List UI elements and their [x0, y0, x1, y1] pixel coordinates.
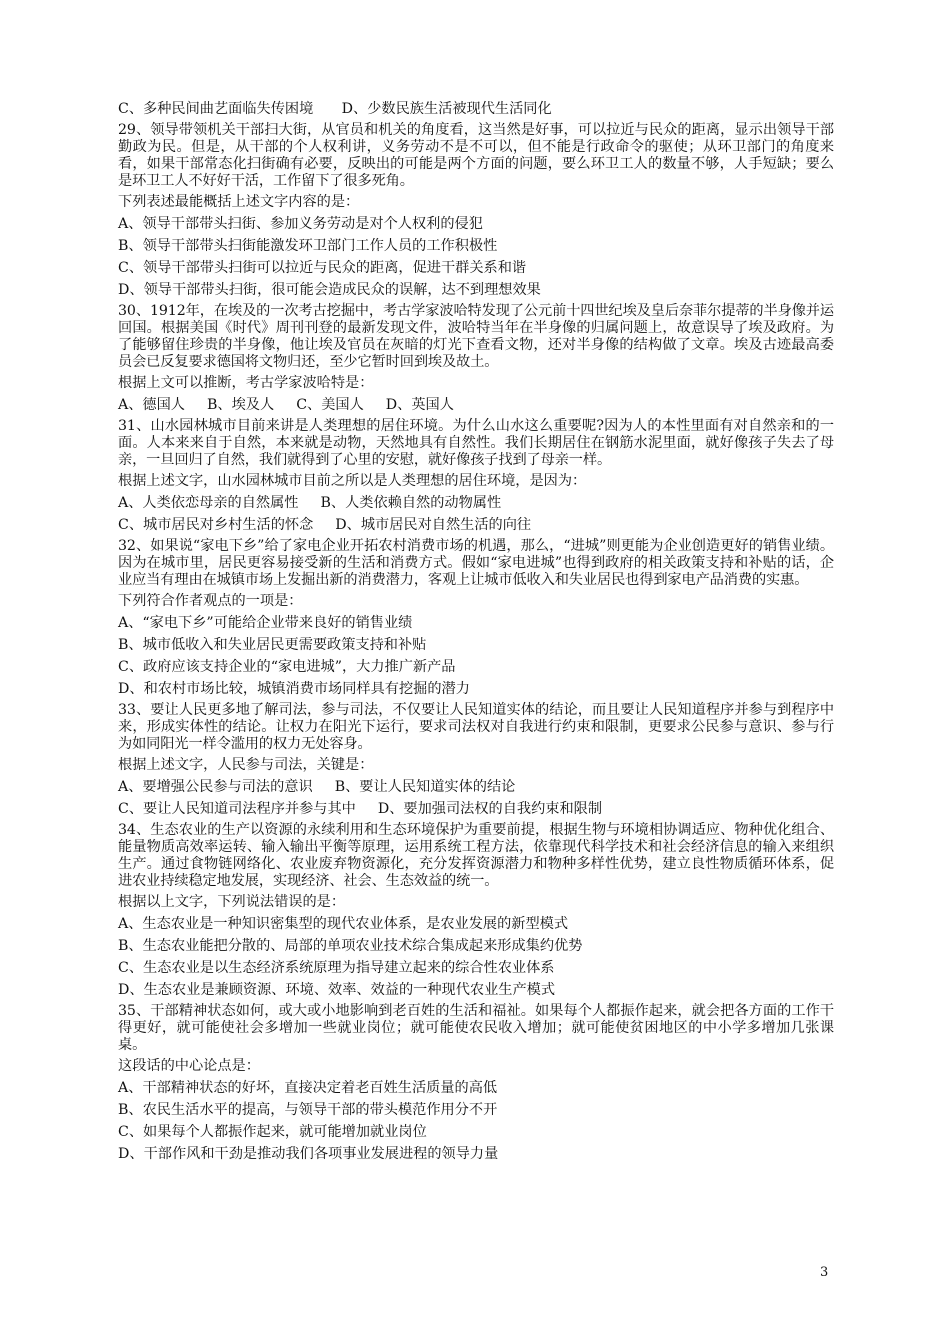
- option-d: D、领导干部带头扫街，很可能会造成民众的误解，达不到理想效果: [118, 282, 541, 298]
- question-stem: 34、生态农业的生产以资源的永续利用和生态环境保护为重要前提，根据生物与环境相协调适应、物种优化组合、能量物质高效率运转、输入输出平衡等原理，运用系统工程方法，依靠现代科学技术和社会经济信息的输入来组织生产。通过食物链网络化、农业废弃物资源化，充分发挥资源潜力和物种多样性优势，建立良性物质循环体系，促进农业持续稳定地发展，实现经济、社会、生态效益的统一。: [118, 822, 834, 889]
- question-stem: 30、1912年，在埃及的一次考古挖掘中，考古学家波哈特发现了公元前十四世纪埃及皇后奈菲尔提蒂的半身像并运回国。根据美国《时代》周刊刊登的最新发现文件，波哈特当年在半身像的归属问题上，故意误导了埃及政府。为了能够留住珍贵的半身像，他让埃及官员在灰暗的灯光下查看文物，还对半身像的结构做了文章。埃及古迹最高委员会已反复要求德国将文物归还，至少它暂时回到埃及故土。: [118, 303, 834, 370]
- option-b: B、生态农业能把分散的、局部的单项农业技术综合集成起来形成集约优势: [118, 938, 583, 954]
- question-prompt: 下列表述最能概括上述文字内容的是：: [118, 194, 360, 210]
- option-c: C、要让人民知道司法程序并参与其中: [118, 801, 356, 817]
- question-29: [118, 122, 834, 300]
- option-c: C、政府应该支持企业的“家电进城”，大力推广新产品: [118, 659, 456, 675]
- option-a: A、“家电下乡”可能给企业带来良好的销售业绩: [118, 615, 413, 631]
- option-b: B、人类依赖自然的动物属性: [320, 495, 502, 511]
- question-prompt: 这段话的中心论点是：: [118, 1058, 260, 1074]
- option-b: B、要让人民知道实体的结论: [334, 779, 516, 795]
- options-row: [118, 516, 834, 535]
- question-prompt: 根据上述文字，人民参与司法，关键是：: [118, 757, 374, 773]
- options-row: [118, 396, 834, 415]
- question-stem: 33、要让人民更多地了解司法，参与司法，不仅要让人民知道实体的结论，而且要让人民知道程序并参与到程序中来，形成实体性的结论。让权力在阳光下运行，要求司法权对自我进行约束和限制，更要求公民参与意识、参与行为如同阳光一样令滥用的权力无处容身。: [118, 702, 834, 752]
- option-c: C、如果每个人都振作起来，就可能增加就业岗位: [118, 1124, 427, 1140]
- options-row: [118, 800, 834, 819]
- option-d: D、干部作风和干劲是推动我们各项事业发展进程的领导力量: [118, 1146, 499, 1162]
- question-stem: 35、干部精神状态如何，或大或小地影响到老百姓的生活和福祉。如果每个人都振作起来，就会把各方面的工作干得更好，就可能使社会多增加一些就业岗位；就可能使农民收入增加；就可能使贫困地区的中小学多增加几张课桌。: [118, 1003, 834, 1053]
- question-33: [118, 702, 834, 819]
- question-prompt: 根据上文可以推断，考古学家波哈特是：: [118, 375, 374, 391]
- question-31: [118, 418, 834, 535]
- option-d: D、要加强司法权的自我约束和限制: [377, 801, 603, 817]
- option-b: B、城市低收入和失业居民更需要政策支持和补贴: [118, 637, 427, 653]
- option-c: C、城市居民对乡村生活的怀念: [118, 517, 314, 533]
- question-stem: 32、如果说“家电下乡”给了家电企业开拓农村消费市场的机遇，那么，“进城”则更能为企业创造更好的销售业绩。因为在城市里，居民更容易接受新的生活和消费方式。假如“家电进城”也得到政府的相关政策支持和补贴的话，企业应当有理由在城镇市场上发掘出新的消费潜力，客观上让城市低收入和失业居民也得到家电产品消费的实惠。: [118, 538, 834, 588]
- option-a: A、要增强公民参与司法的意识: [118, 779, 313, 795]
- option-c: C、美国人: [296, 397, 364, 413]
- question-34: [118, 822, 834, 1000]
- page-number: 3: [820, 1265, 829, 1280]
- lead-options-line: C、多种民间曲艺面临失传困境 D、少数民族生活被现代生活同化: [118, 101, 552, 117]
- option-d: D、城市居民对自然生活的向往: [335, 517, 532, 533]
- option-a: A、领导干部带头扫街、参加义务劳动是对个人权利的侵犯: [118, 216, 483, 232]
- question-prompt: 根据以上文字，下列说法错误的是：: [118, 894, 346, 910]
- option-b: B、埃及人: [207, 397, 275, 413]
- document-body: [118, 100, 834, 1167]
- question-35: [118, 1003, 834, 1164]
- question-32: [118, 538, 834, 699]
- option-d: D、英国人: [385, 397, 454, 413]
- option-d: D、生态农业是兼顾资源、环境、效率、效益的一种现代农业生产模式: [118, 982, 556, 998]
- option-a: A、德国人: [118, 397, 185, 413]
- option-b: B、领导干部带头扫街能激发环卫部门工作人员的工作积极性: [118, 238, 498, 254]
- question-prompt: 下列符合作者观点的一项是：: [118, 593, 303, 609]
- question-stem: 31、山水园林城市目前来讲是人类理想的居住环境。为什么山水这么重要呢?因为人的本性里面有对自然亲和的一面。人本来来自于自然，本来就是动物，天然地具有自然性。我们长期居住在钢筋水泥里面，就好像孩子失去了母亲，一旦回归了自然，我们就得到了心里的安慰，就好像孩子找到了母亲一样。: [118, 418, 834, 468]
- option-c: C、领导干部带头扫街可以拉近与民众的距离，促进干群关系和谐: [118, 260, 527, 276]
- question-30: [118, 303, 834, 415]
- option-c: C、生态农业是以生态经济系统原理为指导建立起来的综合性农业体系: [118, 960, 555, 976]
- option-a: A、生态农业是一种知识密集型的现代农业体系，是农业发展的新型模式: [118, 916, 569, 932]
- options-row: [118, 778, 834, 797]
- option-d: D、和农村市场比较，城镇消费市场同样具有挖掘的潜力: [118, 681, 470, 697]
- option-a: A、人类依恋母亲的自然属性: [118, 495, 299, 511]
- question-stem: 29、领导带领机关干部扫大街，从官员和机关的角度看，这当然是好事，可以拉近与民众的距离，显示出领导干部勤政为民。但是，从干部的个人权利讲，义务劳动不是不可以，但不能是行政命令的驱使；从环卫部门的角度来看，如果干部常态化扫街确有必要，反映出的可能是两个方面的问题，要么环卫工人的数量不够，人手短缺；要么是环卫工人不好好干活，工作留下了很多死角。: [118, 122, 834, 189]
- option-b: B、农民生活水平的提高，与领导干部的带头模范作用分不开: [118, 1102, 498, 1118]
- option-a: A、干部精神状态的好坏，直接决定着老百姓生活质量的高低: [118, 1080, 498, 1096]
- options-row: [118, 494, 834, 513]
- question-prompt: 根据上述文字，山水园林城市目前之所以是人类理想的居住环境，是因为：: [118, 473, 587, 489]
